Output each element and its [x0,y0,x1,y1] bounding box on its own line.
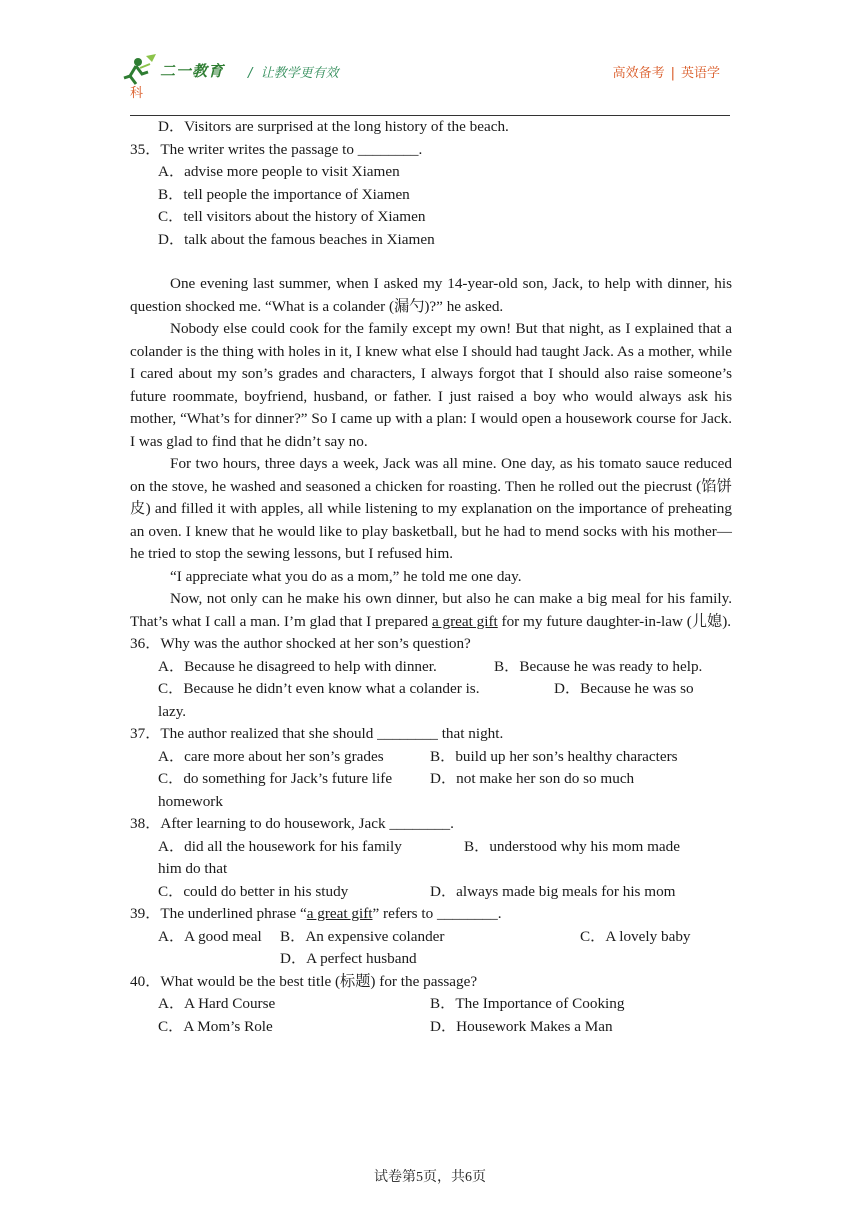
q38-option-d: D．always made big meals for his mom [430,882,676,900]
q39-row-d [130,948,732,971]
q35-option-c: C．tell visitors about the history of Xiamen [158,208,426,225]
q37-row-cd [130,768,732,791]
q36-row-ab [130,656,732,679]
q36-option-a: A．Because he disagreed to help with dinner. [158,657,437,675]
q39-stem: 39．The underlined phrase “a great gift” refers to ________. [130,905,502,922]
q39-option-d: D．A perfect husband [280,950,417,967]
brand-tail: 科 [130,86,144,101]
exam-content [130,116,732,1038]
q40-row-ab [130,993,732,1016]
q37-option-d-cont: homework [158,792,223,810]
q34-option-d: D．Visitors are surprised at the long history of the beach. [158,118,509,135]
header-right-tag: 高效备考 | 英语学 [612,66,720,81]
q38-row-ab [130,836,732,859]
logo [122,52,234,101]
q36-stem: 36．Why was the author shocked at her son’s question? [130,635,471,652]
q39-option-c: C．A lovely baby [580,927,691,945]
q35-stem: 35．The writer writes the passage to ________. [130,140,423,158]
page-header [122,52,732,116]
q37-stem: 37．The author realized that she should ________ that night. [130,725,504,742]
q37-option-b: B．build up her son’s healthy characters [430,747,678,765]
q40-option-c: C．A Mom’s Role [158,1017,273,1035]
q38-row-cd [130,881,732,904]
page-footer: 试卷第5页，共6页 [374,1170,486,1185]
q40-option-b: B．The Importance of Cooking [430,995,625,1012]
underlined-phrase: a great gift [431,612,498,630]
q36-option-c: C．Because he didn’t even know what a colander is. [158,680,480,697]
q35-option-d: D．talk about the famous beaches in Xiamen [158,230,435,248]
q37-option-a: A．care more about her son’s grades [158,747,384,765]
q37-option-c: C．do something for Jack’s future life [158,770,393,787]
slogan: / 让教学更有效 [248,66,339,81]
passage-paragraph-2: Nobody else could cook for the family except my own! But that night, as I explained that a colander is the thing with holes in it, I knew what else I should had taught Jack. As a mother, while I cared about my son’s grades and characters, I always forgot that I should also raise someone’s future roommate, boyfriend, husband, or father. I just raised a boy who would always ask his mother, “What’s for dinner?” So I came up with a plan: I would open a housework course for Jack. I was glad to find that he didn’t say no. [130,320,732,450]
q36-option-d-cont: lazy. [158,702,187,720]
q38-option-a: A．did all the housework for his family [158,837,402,855]
q38-option-c: C．could do better in his study [158,882,349,900]
q40-row-cd [130,1016,732,1039]
passage-paragraph-3: For two hours, three days a week, Jack was all mine. One day, as his tomato sauce reduced on the stove, he washed and seasoned a chicken for roasting. Then he rolled out the piecrust (馅饼皮) and filled it with apples, all while listening to my explanation on the importance of preheating an oven. I knew that he would like to play basketball, but he had to mend socks with his mother—he tried to stop the sewing lessons, but I refused him. [130,455,732,562]
brand-name: 二一教育 [160,62,225,80]
q38-stem: 38．After learning to do housework, Jack ________. [130,815,454,832]
passage-paragraph-1: One evening last summer, when I asked my 14-year-old son, Jack, to help with dinner, his question shocked me. “What is a colander (漏勺)?” he asked. [130,275,732,315]
underlined-phrase-ref: a great gift [306,905,373,922]
q40-option-a: A．A Hard Course [158,995,276,1012]
q36-option-d: D．Because he was so [554,680,694,697]
q39-row-abc [130,926,732,949]
q40-stem: 40．What would be the best title (标题) for the passage? [130,972,478,990]
q39-option-a: A．A good meal [158,927,262,945]
q39-option-b: B．An expensive colander [280,927,445,945]
q38-option-b: B．understood why his mom made [464,837,680,855]
q36-row-cd [130,678,732,701]
q36-option-b: B．Because he was ready to help. [494,657,703,675]
q37-row-ab [130,746,732,769]
q37-option-d: D．not make her son do so much [430,770,635,787]
q40-option-d: D．Housework Makes a Man [430,1017,613,1035]
q38-option-b-cont: him do that [158,860,228,877]
q35-option-b: B．tell people the importance of Xiamen [158,185,410,203]
passage-paragraph-5: Now, not only can he make his own dinner, but also he can make a big meal for his family. That’s what I call a man. I’m glad that I prepared a great gift for my future daughter-in-law (儿媳). [130,590,732,630]
q35-option-a: A．advise more people to visit Xiamen [158,163,400,180]
passage-paragraph-4: “I appreciate what you do as a mom,” he told me one day. [170,567,522,585]
